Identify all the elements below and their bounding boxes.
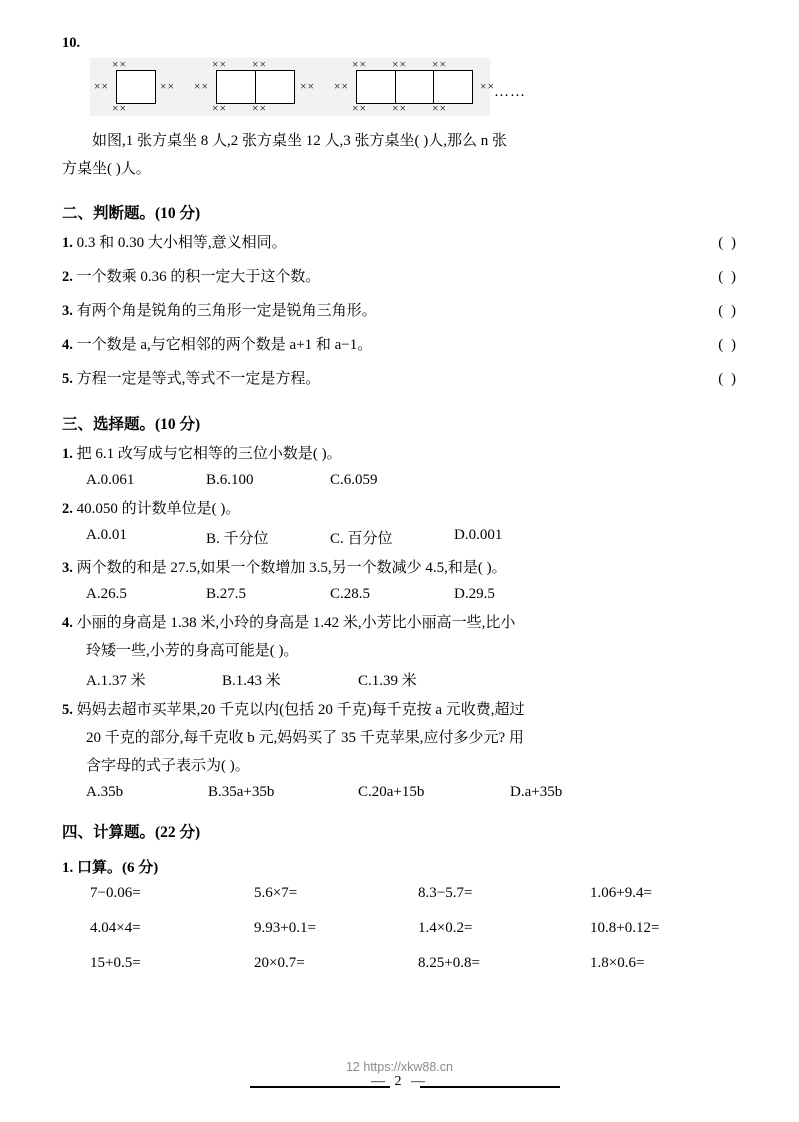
problem-10-number: 10.: [62, 35, 81, 51]
option-a[interactable]: A.1.37 米: [86, 673, 146, 689]
item-text: 0.3 和 0.30 大小相等,意义相同。: [76, 235, 287, 251]
calc-item[interactable]: 10.8+0.12=: [590, 920, 660, 936]
item-text: 方程一定是等式,等式不一定是方程。: [76, 371, 321, 387]
section-4-sub1-title: 1. 口算。(6 分): [62, 860, 159, 876]
choice-2-options: [62, 527, 738, 548]
problem-10-text-line2: 方桌坐( )人。: [62, 161, 151, 177]
table-group-2: [216, 70, 295, 104]
table-cell: [216, 70, 256, 104]
choice-item-4: [62, 609, 738, 665]
item-number: 4.: [62, 615, 73, 631]
choice-item-1: [62, 441, 738, 468]
x-mark: ××: [432, 59, 447, 71]
item-number: 1.: [62, 235, 73, 251]
option-b[interactable]: B.6.100: [206, 472, 254, 488]
x-mark: ××: [160, 81, 175, 93]
section-4-title: 四、计算题。(22 分): [62, 824, 201, 841]
judge-item-1: [62, 230, 738, 257]
calc-item[interactable]: 9.93+0.1=: [254, 920, 316, 936]
calc-item[interactable]: 1.4×0.2=: [418, 920, 473, 936]
choice-item-5: [62, 696, 738, 780]
calc-item[interactable]: 7−0.06=: [90, 885, 141, 901]
mental-math-grid: [62, 885, 738, 972]
option-d[interactable]: D.0.001: [454, 527, 503, 543]
item-stem: 两个数的和是 27.5,如果一个数增加 3.5,另一个数减少 4.5,和是( )。: [76, 560, 507, 576]
judge-item-2: [62, 264, 738, 291]
option-c[interactable]: C.1.39 米: [358, 673, 417, 689]
table-cell: [395, 70, 435, 104]
problem-10-figure: [90, 54, 526, 120]
item-number: 3.: [62, 303, 73, 319]
option-c[interactable]: C.28.5: [330, 586, 371, 602]
answer-bracket[interactable]: ( ): [718, 303, 738, 319]
choice-item-3: [62, 555, 738, 582]
answer-bracket[interactable]: ( ): [718, 269, 738, 285]
choice-item-2: [62, 496, 738, 523]
table-cell: [116, 70, 156, 104]
x-mark: ××: [212, 103, 227, 115]
option-b[interactable]: B.35a+35b: [208, 784, 275, 800]
page-content: [62, 34, 738, 972]
item-number: 2.: [62, 501, 73, 517]
calc-item[interactable]: 15+0.5=: [90, 955, 141, 971]
item-text: 有两个角是锐角的三角形一定是锐角三角形。: [76, 303, 377, 319]
x-mark: ××: [212, 59, 227, 71]
calc-item[interactable]: 8.25+0.8=: [418, 955, 480, 971]
item-stem-line2: 20 千克的部分,每千克收 b 元,妈妈买了 35 千克苹果,应付多少元? 用: [86, 730, 524, 746]
x-mark: ××: [112, 103, 127, 115]
answer-bracket[interactable]: ( ): [718, 371, 738, 387]
x-mark: ××: [252, 103, 267, 115]
problem-10-text-line1: 如图,1 张方桌坐 8 人,2 张方桌坐 12 人,3 张方桌坐( )人,那么 n 张: [92, 133, 507, 149]
calc-item[interactable]: 4.04×4=: [90, 920, 141, 936]
option-c[interactable]: C.6.059: [330, 472, 378, 488]
x-mark: ××: [334, 81, 349, 93]
option-a[interactable]: A.0.061: [86, 472, 135, 488]
item-stem-line2: 玲矮一些,小芳的身高可能是( )。: [86, 643, 299, 659]
figure-ellipsis: ……: [494, 84, 526, 100]
option-d[interactable]: D.29.5: [454, 586, 495, 602]
page-number: — 2 —: [371, 1074, 428, 1089]
choice-4-options: [62, 669, 738, 690]
answer-bracket[interactable]: ( ): [718, 235, 738, 251]
x-mark: ××: [194, 81, 209, 93]
item-text: 一个数是 a,与它相邻的两个数是 a+1 和 a−1。: [76, 337, 373, 353]
option-b[interactable]: B.1.43 米: [222, 673, 281, 689]
problem-10: [62, 34, 738, 182]
option-a[interactable]: A.35b: [86, 784, 124, 800]
item-number: 2.: [62, 269, 73, 285]
x-mark: ××: [94, 81, 109, 93]
item-text: 一个数乘 0.36 的积一定大于这个数。: [76, 269, 321, 285]
x-mark: ××: [392, 59, 407, 71]
item-number: 3.: [62, 560, 73, 576]
calc-item[interactable]: 5.6×7=: [254, 885, 298, 901]
item-number: 4.: [62, 337, 73, 353]
section-2-title: 二、判断题。(10 分): [62, 205, 201, 222]
option-a[interactable]: A.0.01: [86, 527, 127, 543]
choice-1-options: [62, 472, 738, 489]
x-mark: ××: [392, 103, 407, 115]
choice-3-options: [62, 586, 738, 603]
x-mark: ××: [352, 103, 367, 115]
table-cell: [433, 70, 473, 104]
option-a[interactable]: A.26.5: [86, 586, 127, 602]
x-mark: ××: [432, 103, 447, 115]
watermark: 12 https://xkw88.cn: [345, 1060, 453, 1074]
x-mark: ××: [252, 59, 267, 71]
table-cell: [356, 70, 396, 104]
x-mark: ××: [352, 59, 367, 71]
x-mark: ××: [480, 81, 495, 93]
item-stem-line1: 小丽的身高是 1.38 米,小玲的身高是 1.42 米,小芳比小丽高一些,比小: [76, 615, 516, 631]
x-mark: ××: [112, 59, 127, 71]
x-mark: ××: [300, 81, 315, 93]
table-group-3: [356, 70, 473, 104]
item-stem: 把 6.1 改写成与它相等的三位小数是( )。: [76, 446, 342, 462]
calc-item[interactable]: 1.06+9.4=: [590, 885, 652, 901]
option-c[interactable]: C. 百分位: [330, 531, 393, 547]
table-cell: [255, 70, 295, 104]
table-group-1: [116, 70, 156, 104]
calc-item[interactable]: 1.8×0.6=: [590, 955, 645, 971]
item-number: 5.: [62, 702, 73, 718]
answer-bracket[interactable]: ( ): [718, 337, 738, 353]
option-b[interactable]: B.27.5: [206, 586, 247, 602]
judge-item-5: [62, 366, 738, 393]
choice-5-options: [62, 784, 738, 801]
section-3-title: 三、选择题。(10 分): [62, 416, 201, 433]
calc-item[interactable]: 8.3−5.7=: [418, 885, 473, 901]
item-stem-line3: 含字母的式子表示为( )。: [86, 758, 250, 774]
item-stem: 40.050 的计数单位是( )。: [76, 501, 241, 517]
item-number: 5.: [62, 371, 73, 387]
option-b[interactable]: B. 千分位: [206, 531, 269, 547]
option-d[interactable]: D.a+35b: [510, 784, 563, 800]
judge-item-4: [62, 332, 738, 359]
judge-item-3: [62, 298, 738, 325]
item-stem-line1: 妈妈去超市买苹果,20 千克以内(包括 20 千克)每千克按 a 元收费,超过: [76, 702, 525, 718]
item-number: 1.: [62, 446, 73, 462]
option-c[interactable]: C.20a+15b: [358, 784, 425, 800]
calc-item[interactable]: 20×0.7=: [254, 955, 305, 971]
